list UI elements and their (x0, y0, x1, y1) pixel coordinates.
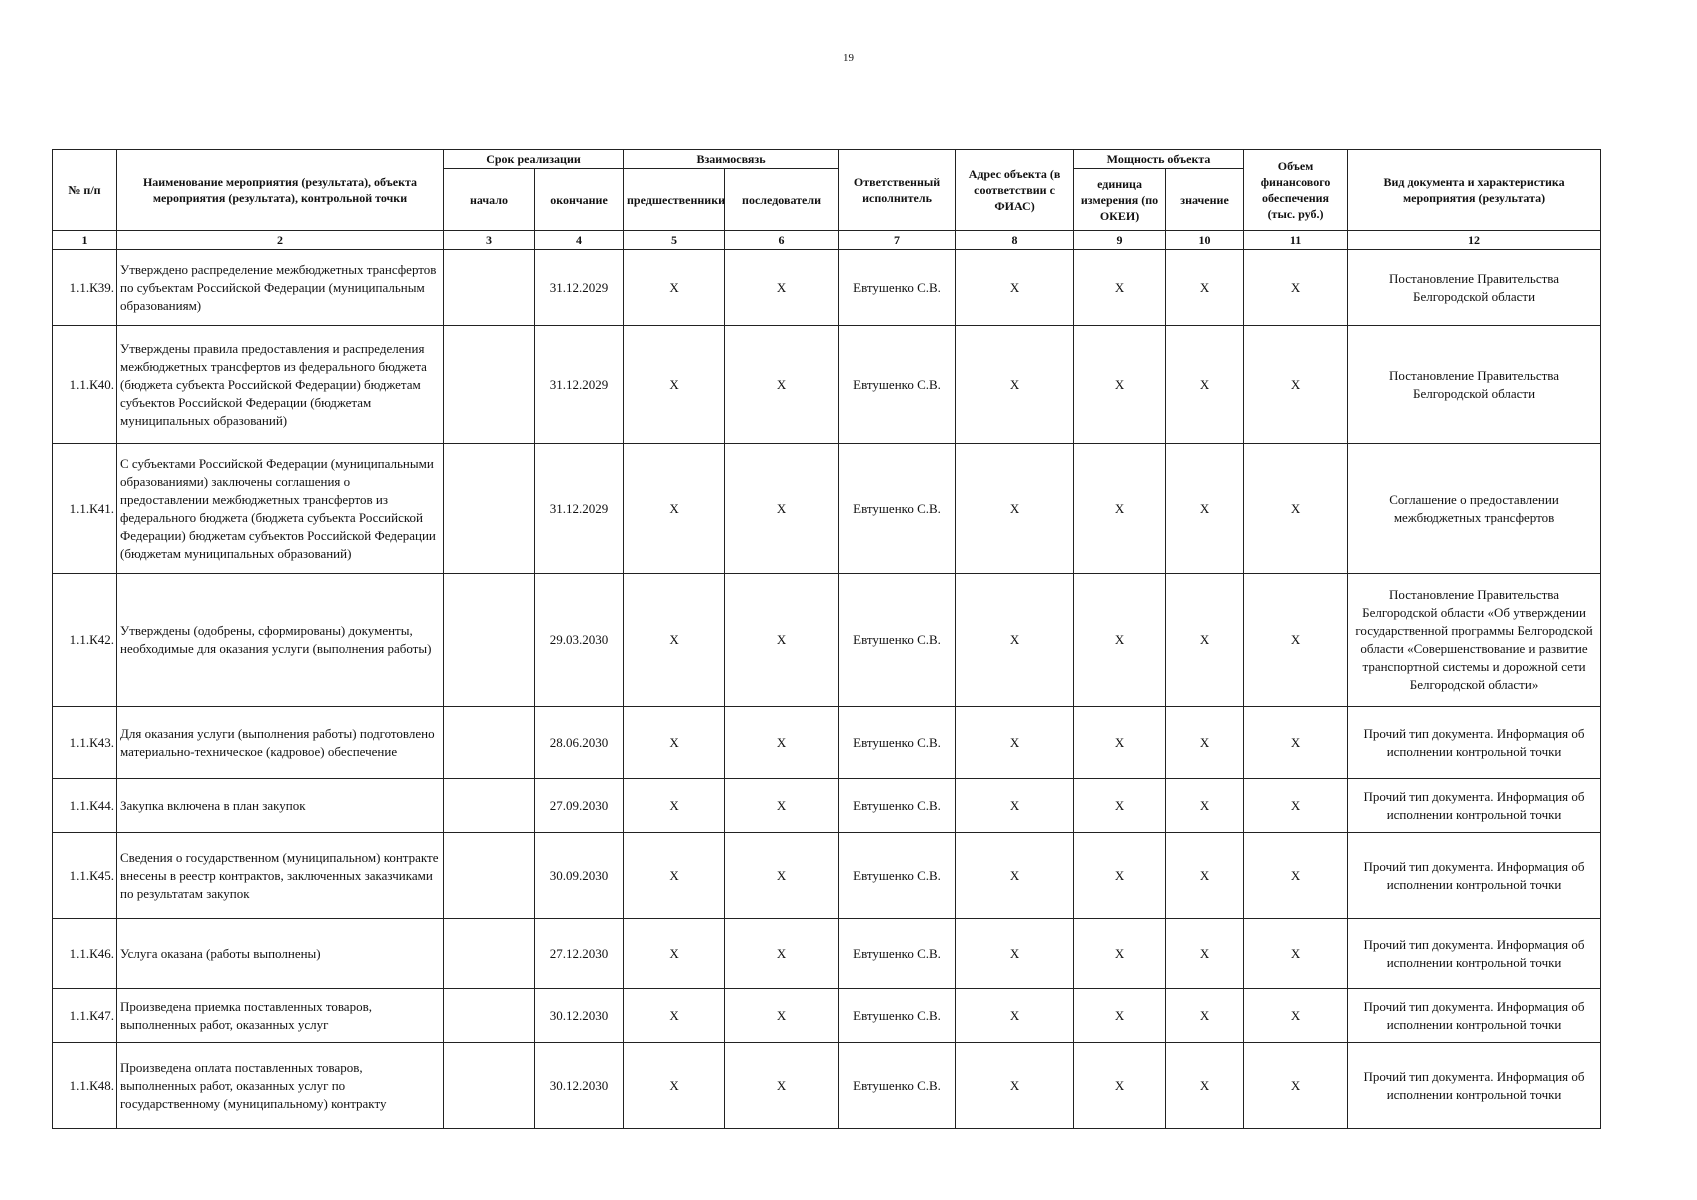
row-name: Произведена приемка поставленных товаров, выполненных работ, оказанных услуг (117, 989, 444, 1043)
column-number: 8 (956, 231, 1074, 250)
row-funding: X (1244, 833, 1348, 919)
row-number: 1.1.К39. (53, 250, 117, 326)
row-doc: Прочий тип документа. Информация об исполнении контрольной точки (1348, 707, 1601, 779)
row-prev: X (624, 707, 725, 779)
row-funding: X (1244, 326, 1348, 444)
row-unit: X (1074, 574, 1166, 707)
header-term-start: начало (444, 169, 535, 231)
row-start (444, 989, 535, 1043)
row-address: X (956, 574, 1074, 707)
header-row-1 (53, 150, 1601, 169)
row-name: Утверждено распределение межбюджетных трансфертов по субъектам Российской Федерации (муниципальным образованиям) (117, 250, 444, 326)
row-end: 29.03.2030 (535, 574, 624, 707)
row-start (444, 250, 535, 326)
row-doc: Соглашение о предоставлении межбюджетных трансфертов (1348, 444, 1601, 574)
column-number: 7 (839, 231, 956, 250)
table-row (53, 833, 1601, 919)
row-prev: X (624, 574, 725, 707)
header-link-next: последователи (725, 169, 839, 231)
column-number: 3 (444, 231, 535, 250)
row-unit: X (1074, 919, 1166, 989)
table-row (53, 1043, 1601, 1129)
row-value: X (1166, 919, 1244, 989)
row-number: 1.1.К46. (53, 919, 117, 989)
row-address: X (956, 326, 1074, 444)
row-number: 1.1.К47. (53, 989, 117, 1043)
row-value: X (1166, 574, 1244, 707)
row-number: 1.1.К43. (53, 707, 117, 779)
row-doc: Постановление Правительства Белгородской области «Об утверждении государственной программы Белгородской области «Совершенствование и развитие транспортной системы и дорожной сети Белгородской области» (1348, 574, 1601, 707)
column-number: 6 (725, 231, 839, 250)
row-name: Утверждены (одобрены, сформированы) документы, необходимые для оказания услуги (выполнения работы) (117, 574, 444, 707)
row-unit: X (1074, 444, 1166, 574)
row-prev: X (624, 250, 725, 326)
row-prev: X (624, 919, 725, 989)
row-number: 1.1.К48. (53, 1043, 117, 1129)
header-term-end: окончание (535, 169, 624, 231)
row-end: 28.06.2030 (535, 707, 624, 779)
header-link-prev: предшественники (624, 169, 725, 231)
row-number: 1.1.К40. (53, 326, 117, 444)
header-address: Адрес объекта (в соответствии с ФИАС) (956, 150, 1074, 231)
row-funding: X (1244, 989, 1348, 1043)
row-start (444, 779, 535, 833)
row-responsible: Евтушенко С.В. (839, 1043, 956, 1129)
row-address: X (956, 444, 1074, 574)
row-unit: X (1074, 833, 1166, 919)
row-end: 31.12.2029 (535, 250, 624, 326)
row-doc: Прочий тип документа. Информация об исполнении контрольной точки (1348, 1043, 1601, 1129)
row-value: X (1166, 989, 1244, 1043)
row-number: 1.1.К45. (53, 833, 117, 919)
row-responsible: Евтушенко С.В. (839, 833, 956, 919)
row-doc: Постановление Правительства Белгородской области (1348, 250, 1601, 326)
row-prev: X (624, 444, 725, 574)
column-number: 12 (1348, 231, 1601, 250)
row-name: Для оказания услуги (выполнения работы) подготовлено материально-техническое (кадровое) обеспечение (117, 707, 444, 779)
row-next: X (725, 989, 839, 1043)
row-start (444, 707, 535, 779)
header-num: № п/п (53, 150, 117, 231)
row-next: X (725, 833, 839, 919)
row-unit: X (1074, 1043, 1166, 1129)
row-start (444, 444, 535, 574)
row-value: X (1166, 444, 1244, 574)
row-unit: X (1074, 326, 1166, 444)
row-next: X (725, 1043, 839, 1129)
row-value: X (1166, 707, 1244, 779)
header-link: Взаимосвязь (624, 150, 839, 169)
row-address: X (956, 250, 1074, 326)
row-next: X (725, 326, 839, 444)
table-row (53, 779, 1601, 833)
table-row (53, 250, 1601, 326)
header-term: Срок реализации (444, 150, 624, 169)
row-start (444, 919, 535, 989)
row-doc: Прочий тип документа. Информация об исполнении контрольной точки (1348, 833, 1601, 919)
row-name: Закупка включена в план закупок (117, 779, 444, 833)
row-start (444, 1043, 535, 1129)
row-prev: X (624, 989, 725, 1043)
row-next: X (725, 250, 839, 326)
row-funding: X (1244, 574, 1348, 707)
row-prev: X (624, 779, 725, 833)
row-name: Произведена оплата поставленных товаров, выполненных работ, оказанных услуг по государственному (муниципальному) контракту (117, 1043, 444, 1129)
header-doc: Вид документа и характеристика мероприятия (результата) (1348, 150, 1601, 231)
row-unit: X (1074, 707, 1166, 779)
row-number: 1.1.К42. (53, 574, 117, 707)
row-name: Утверждены правила предоставления и распределения межбюджетных трансфертов из федерального бюджета (бюджета субъекта Российской Федерации) бюджетам субъектов Российской Федерации (бюджетам муниципальных образований) (117, 326, 444, 444)
header-unit: единица измерения (по ОКЕИ) (1074, 169, 1166, 231)
row-address: X (956, 989, 1074, 1043)
column-number: 4 (535, 231, 624, 250)
row-prev: X (624, 326, 725, 444)
row-address: X (956, 833, 1074, 919)
row-next: X (725, 919, 839, 989)
header-capacity: Мощность объекта (1074, 150, 1244, 169)
row-responsible: Евтушенко С.В. (839, 326, 956, 444)
row-address: X (956, 707, 1074, 779)
column-number: 10 (1166, 231, 1244, 250)
row-value: X (1166, 250, 1244, 326)
control-points-table (52, 149, 1601, 1129)
row-address: X (956, 1043, 1074, 1129)
row-next: X (725, 574, 839, 707)
row-prev: X (624, 1043, 725, 1129)
row-funding: X (1244, 919, 1348, 989)
table-row (53, 919, 1601, 989)
header-value: значение (1166, 169, 1244, 231)
header-responsible: Ответственный исполнитель (839, 150, 956, 231)
table-row (53, 444, 1601, 574)
row-value: X (1166, 833, 1244, 919)
row-value: X (1166, 326, 1244, 444)
row-start (444, 833, 535, 919)
row-end: 31.12.2029 (535, 444, 624, 574)
row-funding: X (1244, 444, 1348, 574)
row-unit: X (1074, 989, 1166, 1043)
table-row (53, 707, 1601, 779)
row-end: 31.12.2029 (535, 326, 624, 444)
row-prev: X (624, 833, 725, 919)
page-number: 19 (843, 52, 854, 64)
column-number: 1 (53, 231, 117, 250)
column-number: 11 (1244, 231, 1348, 250)
column-number: 5 (624, 231, 725, 250)
row-unit: X (1074, 250, 1166, 326)
row-next: X (725, 779, 839, 833)
row-number: 1.1.К41. (53, 444, 117, 574)
row-responsible: Евтушенко С.В. (839, 919, 956, 989)
row-end: 30.12.2030 (535, 1043, 624, 1129)
row-address: X (956, 919, 1074, 989)
header-funding: Объем финансового обеспечения (тыс. руб.) (1244, 150, 1348, 231)
row-end: 27.12.2030 (535, 919, 624, 989)
row-funding: X (1244, 1043, 1348, 1129)
row-funding: X (1244, 707, 1348, 779)
column-number: 2 (117, 231, 444, 250)
row-responsible: Евтушенко С.В. (839, 779, 956, 833)
row-start (444, 574, 535, 707)
row-funding: X (1244, 779, 1348, 833)
row-responsible: Евтушенко С.В. (839, 707, 956, 779)
header-name: Наименование мероприятия (результата), объекта мероприятия (результата), контрольной точки (117, 150, 444, 231)
row-start (444, 326, 535, 444)
table-row (53, 574, 1601, 707)
row-unit: X (1074, 779, 1166, 833)
table-row (53, 326, 1601, 444)
row-doc: Прочий тип документа. Информация об исполнении контрольной точки (1348, 779, 1601, 833)
row-next: X (725, 707, 839, 779)
row-doc: Прочий тип документа. Информация об исполнении контрольной точки (1348, 989, 1601, 1043)
column-number-row (53, 231, 1601, 250)
row-name: Услуга оказана (работы выполнены) (117, 919, 444, 989)
row-end: 30.12.2030 (535, 989, 624, 1043)
row-doc: Прочий тип документа. Информация об исполнении контрольной точки (1348, 919, 1601, 989)
row-next: X (725, 444, 839, 574)
table-row (53, 989, 1601, 1043)
row-responsible: Евтушенко С.В. (839, 989, 956, 1043)
row-responsible: Евтушенко С.В. (839, 574, 956, 707)
row-funding: X (1244, 250, 1348, 326)
row-responsible: Евтушенко С.В. (839, 250, 956, 326)
row-end: 30.09.2030 (535, 833, 624, 919)
row-value: X (1166, 1043, 1244, 1129)
row-responsible: Евтушенко С.В. (839, 444, 956, 574)
row-end: 27.09.2030 (535, 779, 624, 833)
row-name: Сведения о государственном (муниципальном) контракте внесены в реестр контрактов, заключенных заказчиками по результатам закупок (117, 833, 444, 919)
column-number: 9 (1074, 231, 1166, 250)
row-doc: Постановление Правительства Белгородской области (1348, 326, 1601, 444)
row-address: X (956, 779, 1074, 833)
row-value: X (1166, 779, 1244, 833)
row-number: 1.1.К44. (53, 779, 117, 833)
row-name: С субъектами Российской Федерации (муниципальными образованиями) заключены соглашения о предоставлении межбюджетных трансфертов из федерального бюджета (бюджета субъекта Российской Федерации) бюджетам субъектов Российской Федерации (бюджетам муниципальных образований) (117, 444, 444, 574)
